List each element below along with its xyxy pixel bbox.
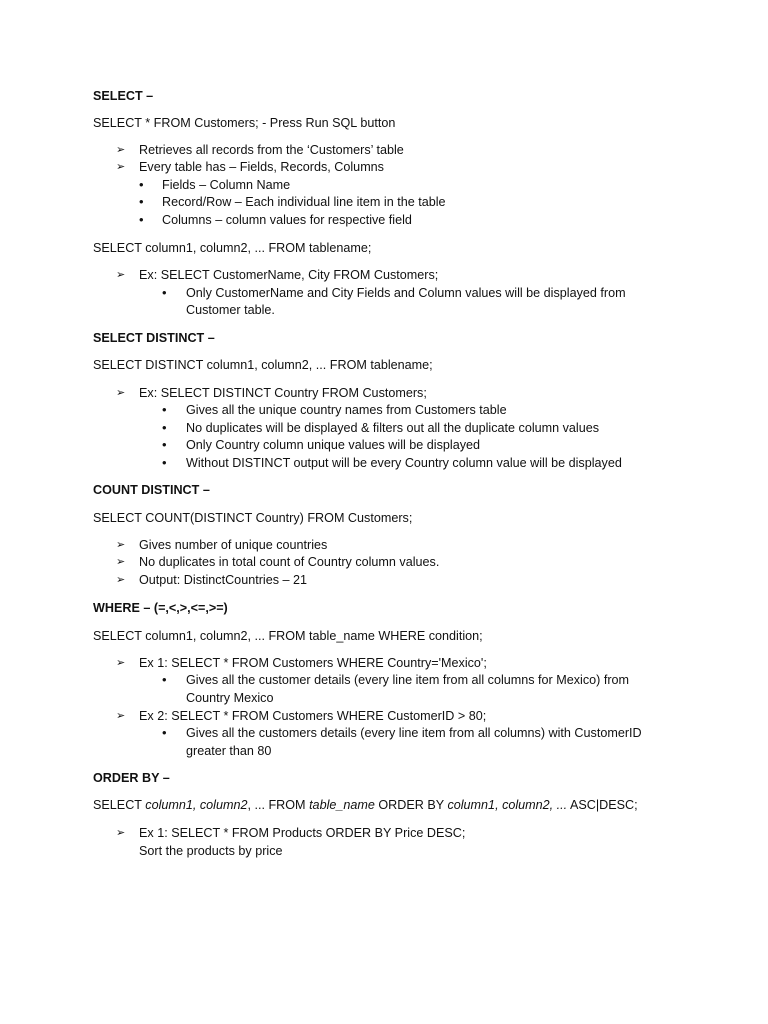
list-item-continuation: Customer table.: [186, 303, 275, 317]
arrow-bullet-icon: ➢: [116, 556, 126, 568]
dot-bullet-icon: •: [139, 194, 144, 209]
list-item: Ex 1: SELECT * FROM Customers WHERE Country='Mexico';: [139, 656, 487, 670]
arrow-bullet-icon: ➢: [116, 269, 126, 281]
syntax-part: ASC|DESC;: [567, 798, 638, 812]
list-item: Record/Row – Each individual line item in the table: [162, 195, 446, 209]
where-syntax: SELECT column1, column2, ... FROM table_name WHERE condition;: [93, 629, 483, 643]
arrow-bullet-icon: ➢: [116, 827, 126, 839]
arrow-bullet-icon: ➢: [116, 539, 126, 551]
dot-bullet-icon: •: [162, 672, 167, 687]
select-query: SELECT * FROM Customers; - Press Run SQL button: [93, 116, 396, 130]
list-item: Retrieves all records from the ‘Customers’ table: [139, 143, 404, 157]
syntax-part: , ... FROM: [247, 798, 310, 812]
dot-bullet-icon: •: [162, 437, 167, 452]
syntax-part-italic: column1: [447, 798, 496, 812]
list-item-continuation: Country Mexico: [186, 691, 274, 705]
order-by-syntax: [93, 797, 638, 813]
arrow-bullet-icon: ➢: [116, 144, 126, 156]
list-item: No duplicates will be displayed & filters out all the duplicate column values: [186, 421, 600, 435]
heading-where: WHERE – (=,<,>,<=,>=): [93, 601, 228, 615]
heading-select: SELECT –: [93, 89, 154, 103]
list-item: Gives all the unique country names from Customers table: [186, 403, 507, 417]
count-distinct-query: SELECT COUNT(DISTINCT Country) FROM Customers;: [93, 511, 413, 525]
arrow-bullet-icon: ➢: [116, 574, 126, 586]
list-item: Gives all the customers details (every line item from all columns) with CustomerID: [186, 726, 642, 740]
list-item: Only CustomerName and City Fields and Column values will be displayed from: [186, 286, 626, 300]
syntax-part-italic: column2: [502, 798, 550, 812]
dot-bullet-icon: •: [162, 402, 167, 417]
list-item-continuation: greater than 80: [186, 744, 272, 758]
dot-bullet-icon: •: [162, 420, 167, 435]
syntax-part: ORDER BY: [374, 798, 448, 812]
syntax-part-italic: ,: [192, 798, 200, 812]
syntax-part-italic: ,: [495, 798, 503, 812]
syntax-part-italic: , ...: [549, 798, 568, 812]
syntax-part: SELECT: [93, 798, 146, 812]
list-item: Ex 1: SELECT * FROM Products ORDER BY Price DESC;: [139, 826, 466, 840]
arrow-bullet-icon: ➢: [116, 387, 126, 399]
heading-count-distinct: COUNT DISTINCT –: [93, 483, 210, 497]
list-item: Ex 2: SELECT * FROM Customers WHERE CustomerID > 80;: [139, 709, 487, 723]
syntax-part-italic: column2: [199, 798, 248, 812]
list-item: Every table has – Fields, Records, Columns: [139, 160, 384, 174]
list-item-continuation: Sort the products by price: [139, 844, 283, 858]
list-item: Gives all the customer details (every line item from all columns for Mexico) from: [186, 673, 630, 687]
list-item: Without DISTINCT output will be every Country column value will be displayed: [186, 456, 622, 470]
arrow-bullet-icon: ➢: [116, 710, 126, 722]
dot-bullet-icon: •: [139, 177, 144, 192]
select-distinct-syntax: SELECT DISTINCT column1, column2, ... FROM tablename;: [93, 358, 433, 372]
heading-order-by: ORDER BY –: [93, 771, 170, 785]
heading-select-distinct: SELECT DISTINCT –: [93, 331, 215, 345]
list-item: No duplicates in total count of Country column values.: [139, 555, 440, 569]
syntax-part-italic: column1: [145, 798, 193, 812]
list-item: Output: DistinctCountries – 21: [139, 573, 307, 587]
arrow-bullet-icon: ➢: [116, 161, 126, 173]
list-item: Ex: SELECT DISTINCT Country FROM Customers;: [139, 386, 427, 400]
list-item: Columns – column values for respective field: [162, 213, 412, 227]
arrow-bullet-icon: ➢: [116, 657, 126, 669]
dot-bullet-icon: •: [162, 455, 167, 470]
list-item: Ex: SELECT CustomerName, City FROM Customers;: [139, 268, 439, 282]
dot-bullet-icon: •: [162, 725, 167, 740]
dot-bullet-icon: •: [162, 285, 167, 300]
select-syntax: SELECT column1, column2, ... FROM tablename;: [93, 241, 372, 255]
list-item: Gives number of unique countries: [139, 538, 328, 552]
list-item: Only Country column unique values will be displayed: [186, 438, 481, 452]
syntax-part-italic: table_name: [309, 798, 375, 812]
list-item: Fields – Column Name: [162, 178, 291, 192]
dot-bullet-icon: •: [139, 212, 144, 227]
